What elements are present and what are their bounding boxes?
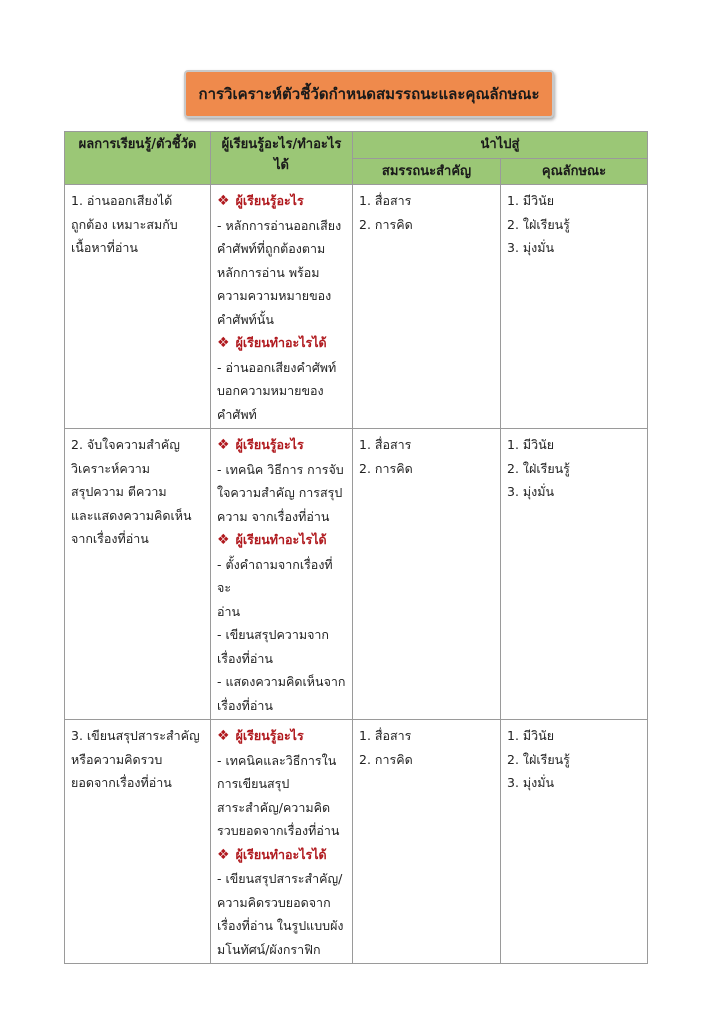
know-line: การเขียนสรุป — [217, 776, 290, 791]
know-line: - เทคนิค วิธีการ การจับ — [217, 461, 344, 477]
header-learner: ผู้เรียนรู้อะไร/ทำอะไรได้ — [211, 132, 353, 185]
section-heading-text: ผู้เรียนทำอะไรได้ — [235, 335, 327, 350]
know-line: ความ จากเรื่องที่อ่าน — [217, 508, 330, 524]
section-heading — [217, 724, 346, 749]
table-body — [65, 185, 648, 964]
character-cell — [501, 185, 648, 429]
know-line: ความความหมายของ — [217, 288, 332, 303]
do-line: - เขียนสรุปสาระสำคัญ/ — [217, 871, 343, 886]
character-line: 2. ใฝ่เรียนรู้ — [507, 216, 570, 232]
character-line: 3. มุ่งมั่น — [507, 484, 555, 499]
table-row — [65, 720, 648, 964]
know-line: คำศัพท์ที่ถูกต้องตาม — [217, 241, 326, 256]
learner-cell — [211, 429, 353, 720]
do-line: มโนทัศน์/ผังกราฟิก — [217, 941, 321, 957]
outcome-line: วิเคราะห์ความ — [71, 460, 150, 476]
character-line: 1. มีวินัย — [507, 437, 555, 452]
character-line: 3. มุ่งมั่น — [507, 775, 555, 790]
table-row — [65, 185, 648, 429]
section-heading-text: ผู้เรียนรู้อะไร — [235, 728, 304, 743]
do-line: คำศัพท์ — [217, 406, 257, 422]
header-leads-to: นำไปสู่ — [353, 132, 648, 159]
do-line: - แสดงความคิดเห็นจาก — [217, 674, 346, 689]
character-cell — [501, 720, 648, 964]
diamond-bullet-icon: ❖ — [217, 335, 230, 351]
competency-cell — [353, 429, 501, 720]
outcome-line: 2. จับใจความสำคัญ — [71, 437, 180, 452]
competency-line: 1. สื่อสาร — [359, 437, 412, 452]
character-line: 1. มีวินัย — [507, 193, 555, 208]
outcome-cell — [65, 720, 211, 964]
section-heading-text: ผู้เรียนรู้อะไร — [235, 193, 304, 208]
section-heading — [217, 189, 346, 214]
outcome-cell — [65, 185, 211, 429]
section-heading — [217, 528, 346, 553]
outcome-line: และแสดงความคิดเห็น — [71, 507, 192, 523]
character-line: 2. ใฝ่เรียนรู้ — [507, 460, 570, 476]
know-line: หลักการอ่าน พร้อม — [217, 264, 320, 280]
outcome-line: ถูกต้อง เหมาะสมกับ — [71, 216, 178, 232]
do-line: เรื่องที่อ่าน — [217, 697, 273, 713]
header-competency: สมรรถนะสำคัญ — [353, 159, 501, 185]
do-line: - เขียนสรุปความจาก — [217, 627, 329, 642]
section-heading — [217, 433, 346, 458]
section-heading-text: ผู้เรียนรู้อะไร — [235, 437, 304, 452]
know-line: คำศัพท์นั้น — [217, 311, 274, 327]
outcome-line: จากเรื่องที่อ่าน — [71, 531, 149, 546]
competency-cell — [353, 185, 501, 429]
outcome-line: ยอดจากเรื่องที่อ่าน — [71, 775, 172, 790]
do-line: บอกความหมายของ — [217, 383, 324, 398]
do-line: เรื่องที่อ่าน ในรูปแบบผัง — [217, 918, 344, 933]
outcome-cell — [65, 429, 211, 720]
competency-line: 1. สื่อสาร — [359, 728, 412, 743]
learner-cell — [211, 185, 353, 429]
competency-line: 1. สื่อสาร — [359, 193, 412, 208]
section-heading — [217, 331, 346, 356]
document-title: การวิเคราะห์ตัวชี้วัดกำหนดสมรรถนะและคุณลักษณะ — [184, 70, 554, 118]
competency-line: 2. การคิด — [359, 460, 413, 476]
character-line: 1. มีวินัย — [507, 728, 555, 743]
do-line: - ตั้งคำถามจากเรื่องที่จะ — [217, 556, 333, 595]
outcome-line: เนื้อหาที่อ่าน — [71, 240, 138, 255]
outcome-line: หรือความคิดรวบ — [71, 751, 163, 767]
know-line: - เทคนิคและวิธีการใน — [217, 752, 337, 768]
table-row — [65, 429, 648, 720]
diamond-bullet-icon: ❖ — [217, 728, 230, 744]
analysis-table — [64, 131, 648, 964]
character-line: 3. มุ่งมั่น — [507, 240, 555, 255]
do-line: ความคิดรวบยอดจาก — [217, 894, 331, 910]
section-heading-text: ผู้เรียนทำอะไรได้ — [235, 532, 327, 547]
diamond-bullet-icon: ❖ — [217, 532, 230, 548]
section-heading — [217, 843, 346, 868]
competency-cell — [353, 720, 501, 964]
diamond-bullet-icon: ❖ — [217, 437, 230, 453]
outcome-line: สรุปความ ตีความ — [71, 484, 167, 499]
outcome-line: 3. เขียนสรุปสาระสำคัญ — [71, 728, 200, 743]
diamond-bullet-icon: ❖ — [217, 193, 230, 209]
header-character: คุณลักษณะ — [501, 159, 648, 185]
know-line: รวบยอดจากเรื่องที่อ่าน — [217, 823, 340, 838]
character-cell — [501, 429, 648, 720]
do-line: เรื่องที่อ่าน — [217, 650, 273, 666]
know-line: สาระสำคัญ/ความคิด — [217, 799, 331, 815]
do-line: อ่าน — [217, 603, 241, 619]
know-line: ใจความสำคัญ การสรุป — [217, 485, 343, 500]
section-heading-text: ผู้เรียนทำอะไรได้ — [235, 846, 327, 862]
outcome-line: 1. อ่านออกเสียงได้ — [71, 193, 173, 208]
know-line: - หลักการอ่านออกเสียง — [217, 217, 342, 233]
competency-line: 2. การคิด — [359, 216, 413, 232]
diamond-bullet-icon: ❖ — [217, 846, 230, 863]
do-line: - อ่านออกเสียงคำศัพท์ — [217, 359, 337, 375]
character-line: 2. ใฝ่เรียนรู้ — [507, 751, 570, 767]
header-outcome: ผลการเรียนรู้/ตัวชี้วัด — [65, 132, 211, 185]
competency-line: 2. การคิด — [359, 751, 413, 767]
learner-cell — [211, 720, 353, 964]
